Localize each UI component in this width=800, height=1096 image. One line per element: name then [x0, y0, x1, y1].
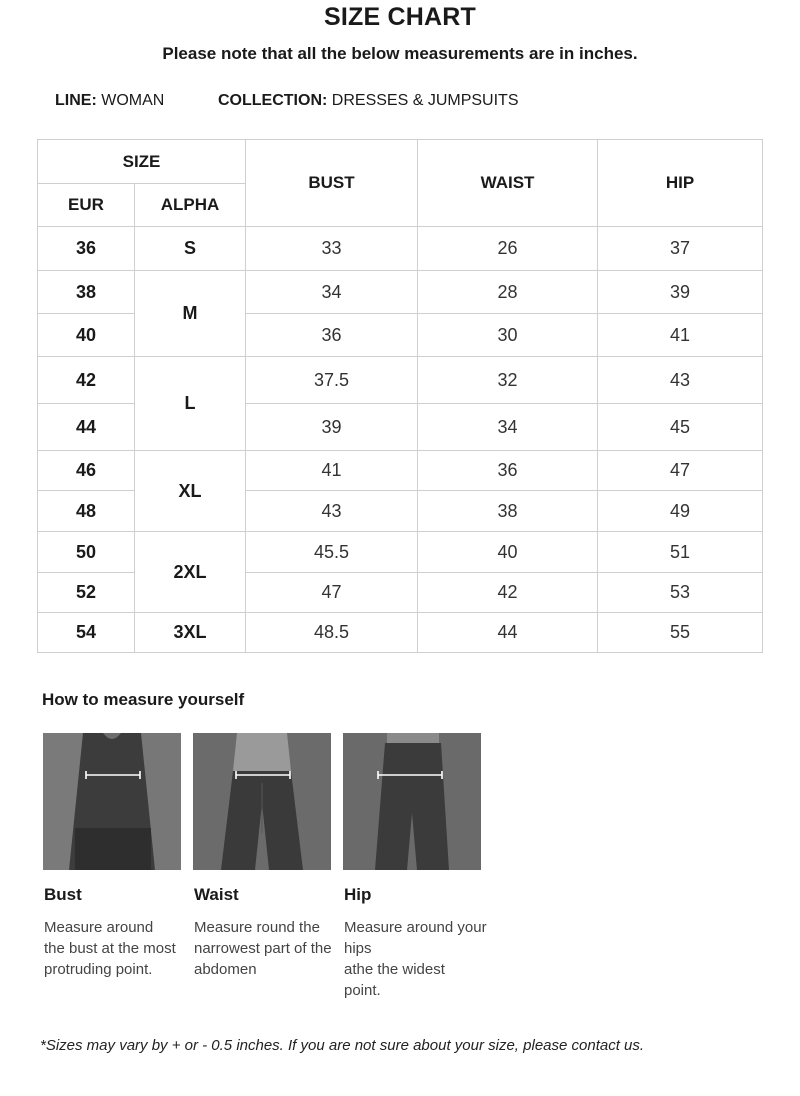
eur-cell: 38 [38, 271, 135, 314]
bust-cell: 47 [246, 573, 418, 613]
eur-header: EUR [38, 184, 135, 227]
hip-cell: 47 [598, 451, 763, 491]
eur-cell: 44 [38, 404, 135, 451]
eur-cell: 42 [38, 357, 135, 404]
collection-info [218, 92, 518, 110]
waist-cell: 36 [418, 451, 598, 491]
bust-cell: 43 [246, 491, 418, 532]
alpha-cell: M [135, 271, 246, 357]
waist-cell: 40 [418, 532, 598, 573]
hip-cell: 39 [598, 271, 763, 314]
bust-cell: 48.5 [246, 613, 418, 653]
line-label: LINE: [55, 92, 97, 109]
bust-cell: 36 [246, 314, 418, 357]
hip-cell: 43 [598, 357, 763, 404]
hip-description: Measure around your hips athe the widest point. [344, 919, 487, 999]
bust-cell: 34 [246, 271, 418, 314]
hip-header: HIP [598, 140, 763, 227]
waist-cell: 38 [418, 491, 598, 532]
hip-cell: 45 [598, 404, 763, 451]
hip-cell: 41 [598, 314, 763, 357]
bust-description: Measure around the bust at the most protruding point. [44, 919, 176, 978]
bust-cell: 39 [246, 404, 418, 451]
bust-photo [43, 733, 181, 870]
alpha-cell: S [135, 227, 246, 271]
collection-label: COLLECTION: [218, 92, 328, 109]
eur-cell: 40 [38, 314, 135, 357]
waist-cell: 32 [418, 357, 598, 404]
page-title: SIZE CHART [324, 3, 476, 31]
waist-guide [193, 733, 343, 978]
hip-cell: 51 [598, 532, 763, 573]
eur-cell: 54 [38, 613, 135, 653]
table-row [38, 451, 763, 491]
alpha-cell: 3XL [135, 613, 246, 653]
bust-title: Bust [44, 885, 82, 904]
table-row [38, 271, 763, 314]
waist-photo [193, 733, 331, 870]
hip-cell: 53 [598, 573, 763, 613]
hip-cell: 37 [598, 227, 763, 271]
size-header: SIZE [38, 140, 246, 184]
hip-photo [343, 733, 481, 870]
how-to-heading: How to measure yourself [42, 690, 245, 709]
eur-cell: 36 [38, 227, 135, 271]
waist-title: Waist [194, 885, 239, 904]
size-chart-table [37, 139, 763, 653]
hip-cell: 55 [598, 613, 763, 653]
waist-cell: 28 [418, 271, 598, 314]
line-value: WOMAN [101, 92, 165, 109]
table-row [38, 227, 763, 271]
alpha-cell: 2XL [135, 532, 246, 613]
bust-cell: 33 [246, 227, 418, 271]
table-row [38, 613, 763, 653]
meta-info [55, 92, 519, 110]
alpha-cell: L [135, 357, 246, 451]
bust-cell: 37.5 [246, 357, 418, 404]
waist-cell: 42 [418, 573, 598, 613]
alpha-cell: XL [135, 451, 246, 532]
waist-description: Measure round the narrowest part of the abdomen [194, 919, 332, 978]
bust-header: BUST [246, 140, 418, 227]
bust-guide [43, 733, 193, 978]
waist-cell: 44 [418, 613, 598, 653]
footnote: *Sizes may vary by + or - 0.5 inches. If you are not sure about your size, please contact us. [40, 1037, 645, 1054]
eur-cell: 52 [38, 573, 135, 613]
table-row [38, 357, 763, 404]
hip-guide [343, 733, 493, 999]
waist-cell: 34 [418, 404, 598, 451]
waist-cell: 30 [418, 314, 598, 357]
hip-title: Hip [344, 885, 372, 904]
hip-cell: 49 [598, 491, 763, 532]
collection-value: DRESSES & JUMPSUITS [331, 92, 519, 109]
bust-cell: 45.5 [246, 532, 418, 573]
eur-cell: 50 [38, 532, 135, 573]
table-row [38, 532, 763, 573]
page-subtitle: Please note that all the below measurements are in inches. [162, 44, 638, 63]
waist-cell: 26 [418, 227, 598, 271]
waist-header: WAIST [418, 140, 598, 227]
alpha-header: ALPHA [135, 184, 246, 227]
bust-cell: 41 [246, 451, 418, 491]
eur-cell: 48 [38, 491, 135, 532]
eur-cell: 46 [38, 451, 135, 491]
